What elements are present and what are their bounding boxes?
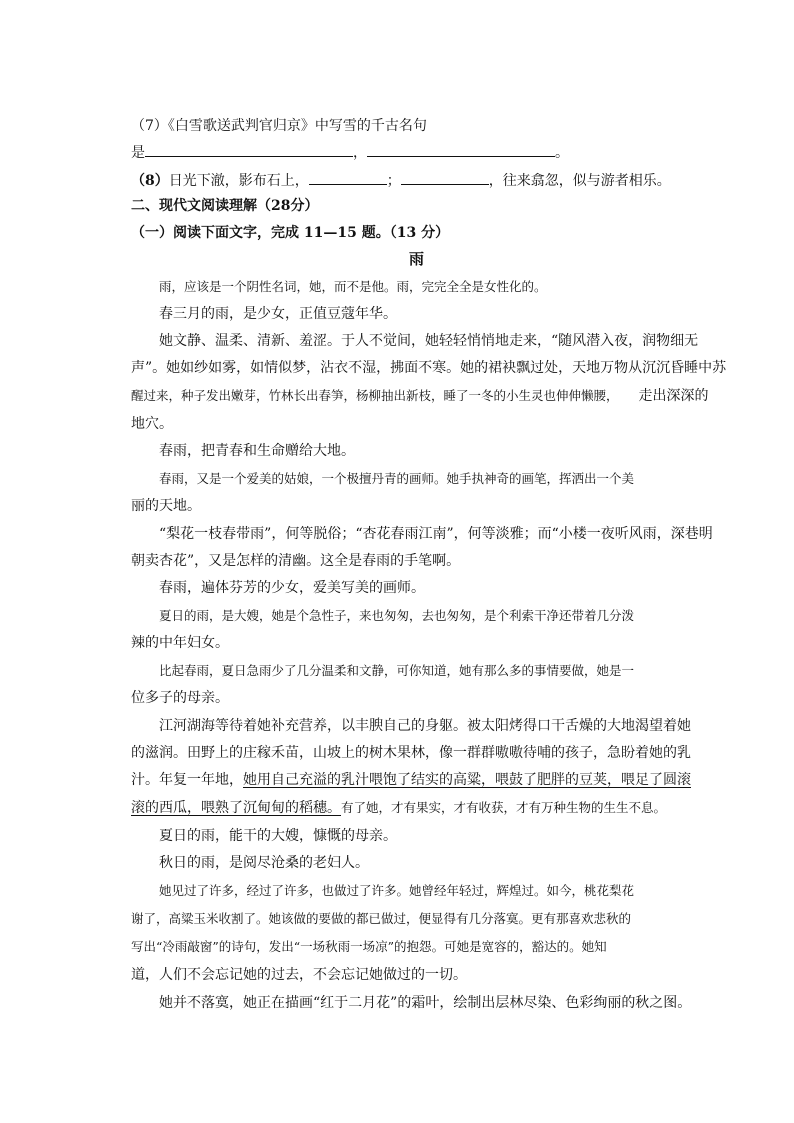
section-heading: 二、现代文阅读理解（28分）	[131, 198, 319, 214]
paragraph-5-line-1: 春雨，又是一个爱美的姑娘，一个极擅丹青的画师。她手执神奇的画笔，挥洒出一个美	[159, 471, 635, 486]
paragraph-8-line-1: 夏日的雨，是大嫂，她是个急性子，来也匆匆，去也匆匆，是个利索干净还带着几分泼	[159, 608, 635, 623]
q8-sep: ；	[386, 173, 401, 189]
underlined-sentence-part-2: 滚的西瓜，喂熟了沉甸甸的稻穗。	[131, 800, 341, 816]
paragraph-4: 春雨，把青春和生命赠给大地。	[159, 443, 355, 459]
paragraph-3-line-2: 声”。她如纱如雾，如情似梦，沾衣不湿，拂面不寒。她的裙袂飘过处，天地万物从沉沉昏睡中苏	[131, 360, 727, 376]
paragraph-9-line-1: 比起春雨，夏日急雨少了几分温柔和文静，可你知道，她有那么多的事情要做，她是一	[159, 663, 635, 678]
paragraph-6-line-1: “梨花一枝春带雨”，何等脱俗；“杏花春雨江南”，何等淡雅；而“小楼一夜听风雨，深巷明	[159, 526, 713, 542]
q8-blank-2[interactable]	[401, 170, 489, 185]
part-heading: （一）阅读下面文字，完成 11—15 题。（13 分）	[131, 225, 450, 241]
paragraph-3-line-3b: 走出深深的	[638, 388, 709, 404]
q8-label: （8）	[131, 173, 169, 189]
paragraph-13-line-2: 谢了，高粱玉米收割了。她该做的要做的都已做过，便显得有几分落寞。更有那喜欢悲秋的	[131, 911, 632, 926]
q8-line	[131, 170, 671, 191]
article-title: 雨	[409, 250, 425, 268]
q7-blank-1[interactable]	[145, 142, 353, 157]
paragraph-11: 夏日的雨，能干的大嫂，慷慨的母亲。	[159, 828, 397, 844]
paragraph-12: 秋日的雨，是阅尽沧桑的老妇人。	[159, 855, 369, 871]
paragraph-10-line-4	[131, 798, 666, 818]
paragraph-3-line-3	[131, 386, 709, 406]
q7-answer-line	[131, 142, 569, 163]
paragraph-13-line-3: 写出“冷雨敲窗”的诗句，发出“一场秋雨一场凉”的抱怨。可她是宽容的，豁达的。她知	[131, 939, 607, 954]
paragraph-10-line-1: 江河湖海等待着她补充营养，以丰腴自己的身躯。被太阳烤得口干舌燥的大地渴望着她	[159, 718, 691, 734]
paragraph-10-line-3a: 汁。年复一年地，	[131, 772, 243, 788]
q8-blank-1[interactable]	[309, 170, 387, 185]
q8-text-a: 日光下澈，影布石上，	[168, 173, 309, 189]
paragraph-10-line-3	[131, 770, 691, 790]
paragraph-3-line-1: 她文静、温柔、清新、羞涩。于人不觉间，她轻轻悄悄地走来，“随风潜入夜，润物细无	[159, 333, 699, 349]
q7-end: 。	[555, 145, 569, 161]
paragraph-10-line-2: 的滋润。田野上的庄稼禾苗，山坡上的树木果林，像一群群嗷嗷待哺的孩子，急盼着她的乳	[131, 745, 691, 761]
underlined-sentence-part-1: 她用自己充溢的乳汁喂饱了结实的高粱，喂鼓了肥胖的豆荚，喂足了圆滚	[243, 772, 691, 788]
paragraph-13-line-4: 道，人们不会忘记她的过去，不会忘记她做过的一切。	[131, 967, 467, 983]
q7-prompt: （7）《白雪歌送武判官归京》中写雪的千古名句	[131, 118, 427, 134]
paragraph-5-line-2: 丽的天地。	[131, 498, 201, 514]
paragraph-3-line-3a: 醒过来，种子发出嫩芽，竹林长出春笋，杨柳抽出新枝，睡了一冬的小生灵也伸伸懒腰，	[131, 388, 619, 403]
paragraph-2: 春三月的雨，是少女，正值豆蔻年华。	[159, 306, 397, 322]
paragraph-10-line-4b: 有了她，才有果实，才有收获，才有万种生物的生生不息。	[341, 800, 667, 815]
paragraph-7: 春雨，遍体芬芳的少女，爱美写美的画师。	[159, 580, 425, 596]
paragraph-3-line-4: 地穴。	[131, 416, 173, 432]
q8-text-b: ，往来翕忽，似与游者相乐。	[488, 173, 671, 189]
paragraph-14: 她并不落寞，她正在描画“红于二月花”的霜叶，绘制出层林尽染、色彩绚丽的秋之图。	[159, 995, 692, 1011]
q7-comma: ，	[353, 145, 367, 161]
paragraph-13-line-1: 她见过了许多，经过了许多，也做过了许多。她曾经年轻过，辉煌过。如今，桃花梨花	[159, 883, 635, 898]
paragraph-1: 雨，应该是一个阴性名词，她，而不是他。雨，完完全全是女性化的。	[159, 279, 547, 294]
q7-blank-2[interactable]	[367, 142, 555, 157]
paragraph-6-line-2: 朝卖杏花”，又是怎样的清幽。这全是春雨的手笔啊。	[131, 553, 461, 569]
paragraph-9-line-2: 位多子的母亲。	[131, 690, 229, 706]
q7-line-start: 是	[131, 145, 145, 161]
paragraph-8-line-2: 辣的中年妇女。	[131, 635, 229, 651]
